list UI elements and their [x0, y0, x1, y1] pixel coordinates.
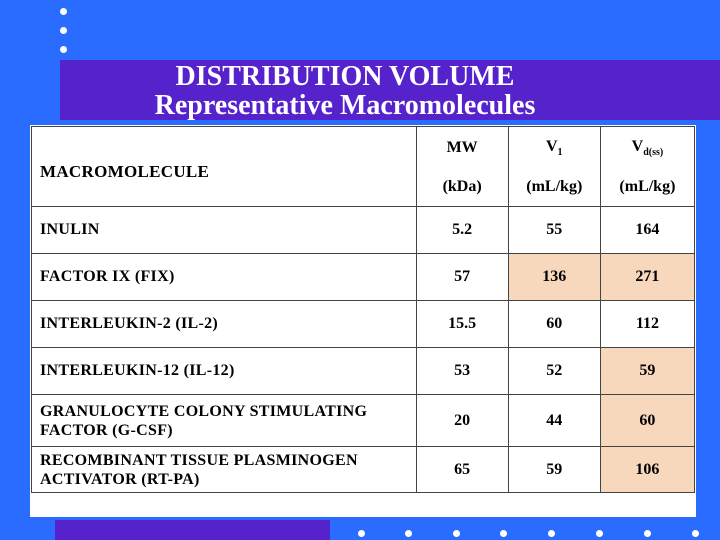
header-vd-sub: d(ss) [643, 146, 664, 158]
data-table-container [30, 125, 696, 517]
row-vd: 112 [600, 301, 694, 348]
table-row [32, 301, 695, 348]
row-name: INTERLEUKIN-2 (IL-2) [32, 301, 417, 348]
unit-v1: (mL/kg) [508, 169, 600, 207]
row-mw: 53 [416, 348, 508, 395]
bullet-dot [358, 530, 365, 537]
row-name: INTERLEUKIN-12 (IL-12) [32, 348, 417, 395]
row-name: RECOMBINANT TISSUE PLASMINOGEN ACTIVATOR (RT-PA) [32, 447, 417, 493]
row-vd: 60 [600, 395, 694, 447]
bullet-dot [60, 46, 67, 53]
bullet-dot [405, 530, 412, 537]
row-mw: 15.5 [416, 301, 508, 348]
bullet-dot [548, 530, 555, 537]
table-row [32, 207, 695, 254]
title-line-2: Representative Macromolecules [154, 90, 536, 121]
row-v1: 136 [508, 254, 600, 301]
row-v1: 59 [508, 447, 600, 493]
unit-mw: (kDa) [416, 169, 508, 207]
bullet-dot [453, 530, 460, 537]
bottom-accent-bar [55, 520, 330, 540]
row-vd: 59 [600, 348, 694, 395]
header-v1-label: V [545, 137, 558, 155]
row-mw: 20 [416, 395, 508, 447]
row-vd: 164 [600, 207, 694, 254]
bullet-dot [60, 8, 67, 15]
row-v1: 44 [508, 395, 600, 447]
decorative-dots-bottom [350, 530, 720, 540]
table-row [32, 254, 695, 301]
bullet-dot [692, 530, 699, 537]
row-vd: 271 [600, 254, 694, 301]
header-vd-label: V [631, 137, 644, 155]
row-v1: 55 [508, 207, 600, 254]
slide-title [60, 60, 720, 120]
bullet-dot [60, 27, 67, 34]
header-v1-sub: 1 [557, 146, 563, 158]
row-v1: 52 [508, 348, 600, 395]
header-v1 [508, 127, 600, 169]
row-mw: 5.2 [416, 207, 508, 254]
row-vd: 106 [600, 447, 694, 493]
row-name: GRANULOCYTE COLONY STIMULATING FACTOR (G-CSF) [32, 395, 417, 447]
table-row [32, 348, 695, 395]
table-row [32, 395, 695, 447]
row-mw: 57 [416, 254, 508, 301]
row-v1: 60 [508, 301, 600, 348]
row-name: FACTOR IX (FIX) [32, 254, 417, 301]
unit-vd: (mL/kg) [600, 169, 694, 207]
header-macromolecule: MACROMOLECULE [32, 127, 417, 207]
table-header-row [32, 127, 695, 169]
title-line-1: DISTRIBUTION VOLUME [175, 61, 515, 92]
row-mw: 65 [416, 447, 508, 493]
row-name: INULIN [32, 207, 417, 254]
header-mw: MW [416, 127, 508, 169]
bullet-dot [596, 530, 603, 537]
bullet-dot [500, 530, 507, 537]
table-row [32, 447, 695, 493]
macromolecule-table [31, 126, 695, 493]
bullet-dot [644, 530, 651, 537]
header-vd [600, 127, 694, 169]
